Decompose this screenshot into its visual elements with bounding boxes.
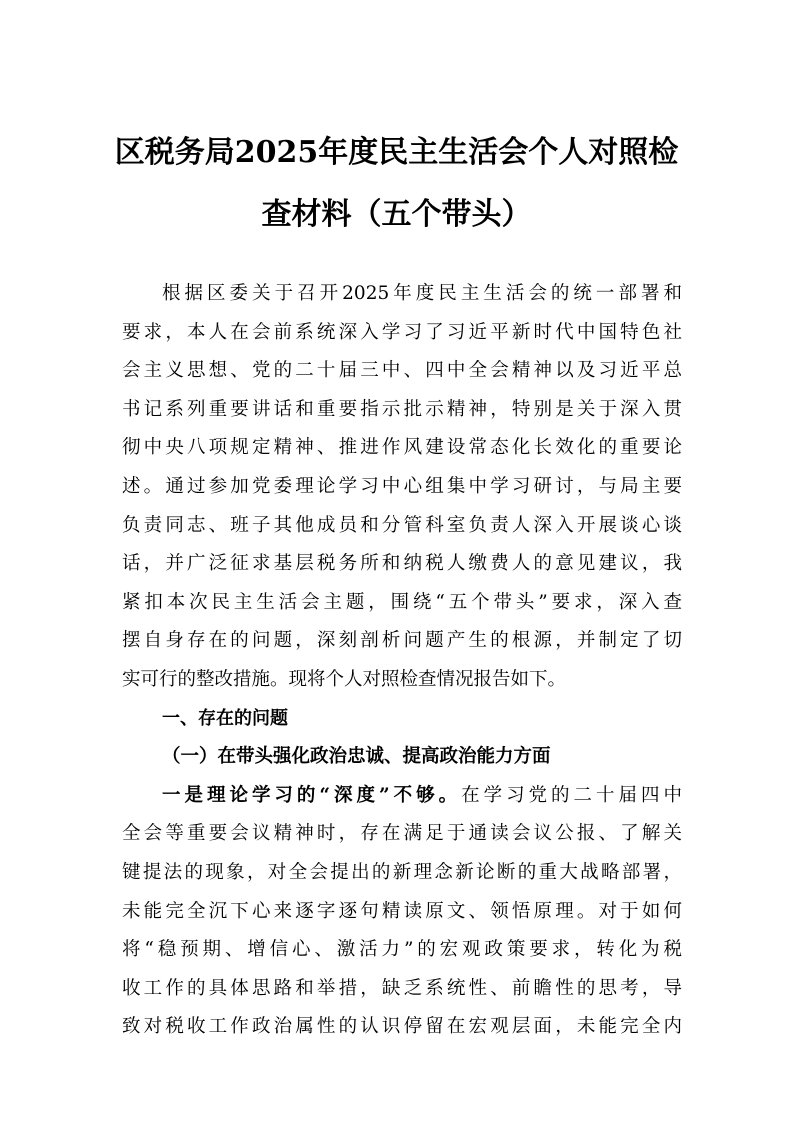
- intro-line: 书记系列重要讲话和重要指示批示精神，特别是关于深入贯: [122, 398, 682, 420]
- intro-line: 摆自身存在的问题，深刻剖析问题产生的根源，并制定了切: [122, 630, 682, 652]
- intro-line: 彻中央八项规定精神、推进作风建设常态化长效化的重要论: [122, 437, 682, 459]
- intro-line: 实可行的整改措施。现将个人对照检查情况报告如下。: [122, 668, 567, 690]
- point-line: 全会等重要会议精神时，存在满足于通读会议公报、了解关: [122, 823, 682, 845]
- intro-line: 要求，本人在会前系统深入学习了习近平新时代中国特色社: [122, 321, 682, 343]
- point-line: 致对税收工作政治属性的认识停留在宏观层面，未能完全内: [122, 1016, 682, 1038]
- intro-line: 述。通过参加党委理论学习中心组集中学习研讨，与局主要: [122, 475, 682, 497]
- intro-line: 会主义思想、党的二十届三中、四中全会精神以及习近平总: [122, 360, 682, 382]
- point-line: 将“稳预期、增信心、激活力”的宏观政策要求，转化为税: [122, 939, 682, 961]
- intro-line: 话，并广泛征求基层税务所和纳税人缴费人的意见建议，我: [122, 553, 682, 575]
- intro-line: 根据区委关于召开2025年度民主生活会的统一部署和: [162, 283, 682, 304]
- section-heading: 一、存在的问题: [162, 707, 288, 729]
- point-line: 收工作的具体思路和举措，缺乏系统性、前瞻性的思考，导: [122, 977, 682, 999]
- point-first-line: [122, 777, 682, 816]
- document-body: [122, 275, 682, 1047]
- subsection-heading: （一）在带头强化政治忠诚、提高政治能力方面: [162, 746, 551, 768]
- document-title-line-1: 区税务局2025年度民主生活会个人对照检: [114, 135, 679, 170]
- intro-line: 紧扣本次民主生活会主题，围绕“五个带头”要求，深入查: [122, 591, 682, 613]
- point-lead: 一是理论学习的“深度”不够。: [162, 784, 462, 806]
- document-title-line-2: 查材料（五个带头）: [261, 197, 532, 232]
- point-line: 键提法的现象，对全会提出的新理念新论断的重大战略部署，: [122, 861, 682, 883]
- point-line: 未能完全沉下心来逐字逐句精读原文、领悟原理。对于如何: [122, 900, 682, 922]
- point-text: 在学习党的二十届四中: [461, 784, 682, 806]
- intro-line: 负责同志、班子其他成员和分管科室负责人深入开展谈心谈: [122, 514, 682, 536]
